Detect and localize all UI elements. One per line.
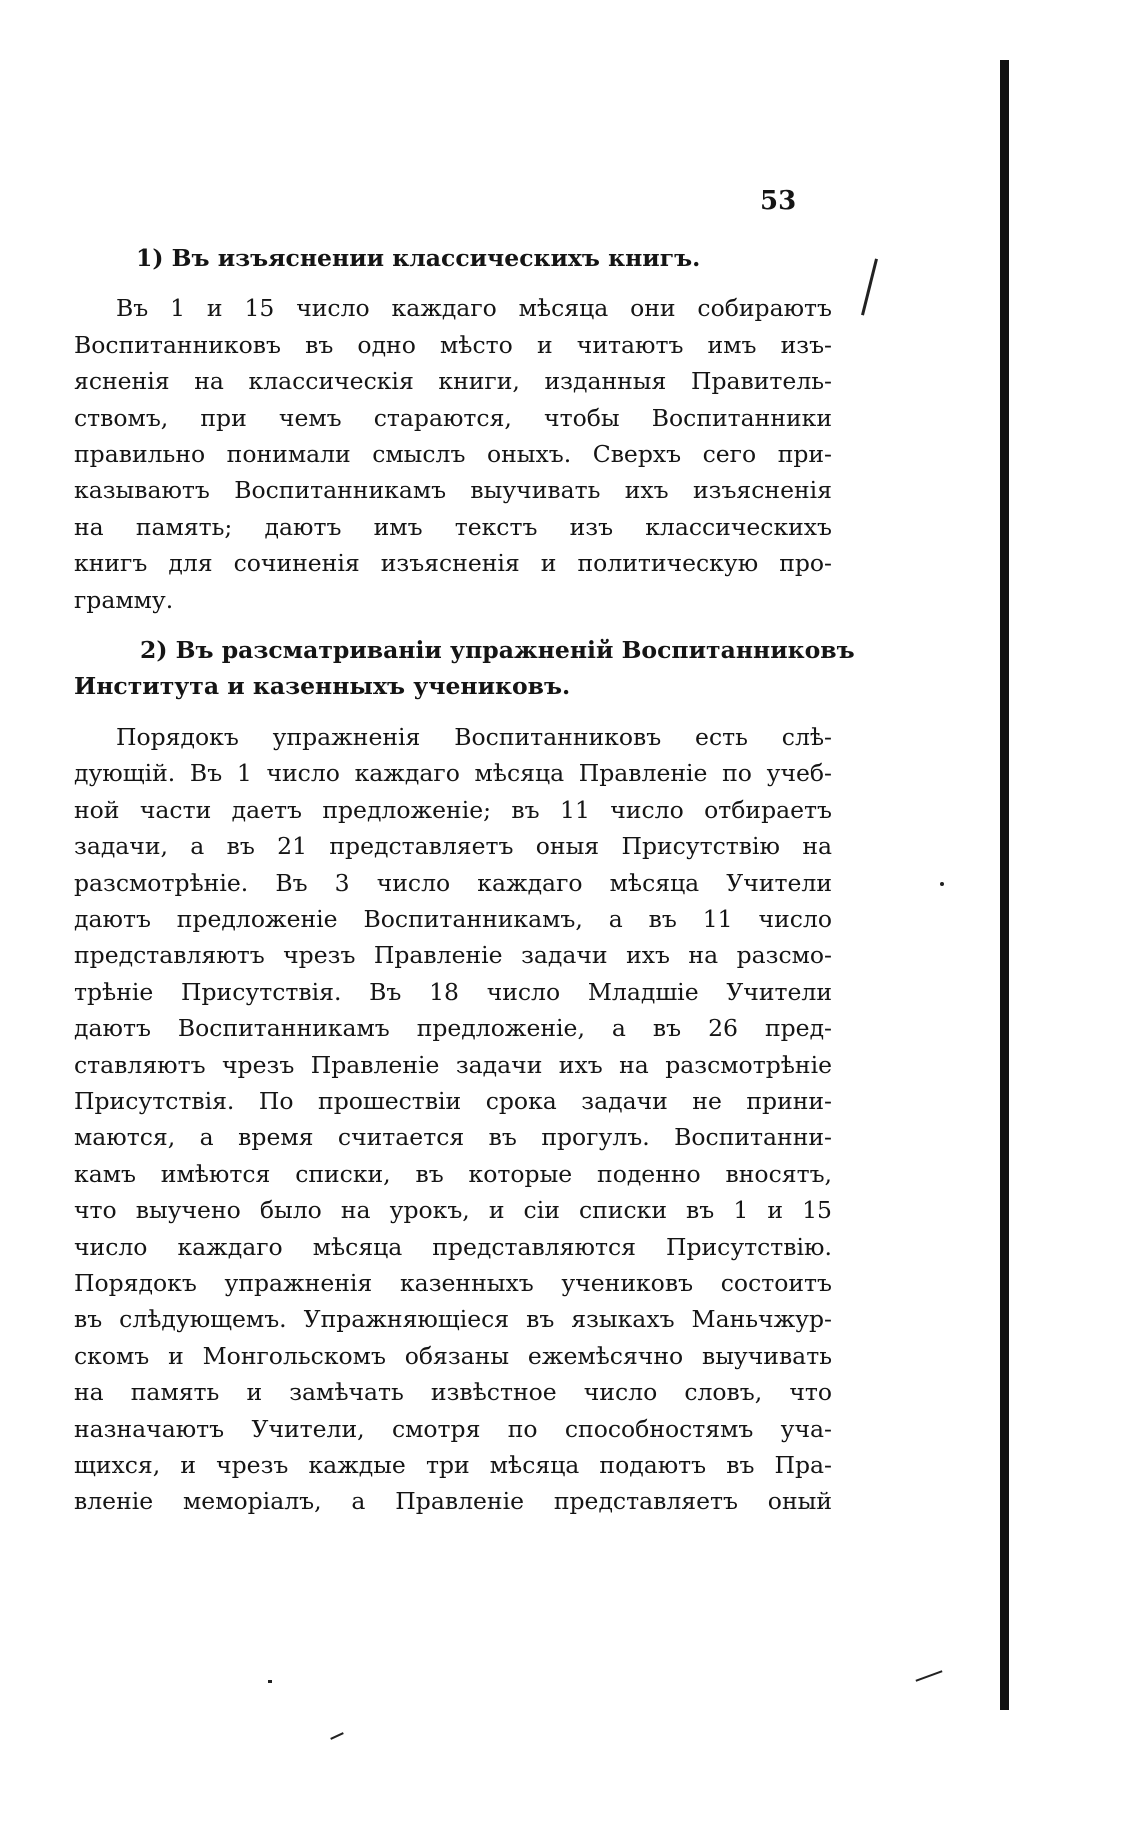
text-line: Присутствія. По прошествіи срока задачи не прини- xyxy=(74,1086,832,1115)
text-line: разсмотрѣніе. Въ 3 число каждаго мѣсяца Учители xyxy=(74,868,832,897)
page-edge-rule xyxy=(1000,60,1009,1710)
text-line: вленіе меморіалъ, а Правленіе представляетъ оный xyxy=(74,1487,832,1516)
text-line: правильно понимали смыслъ оныхъ. Сверхъ сего при- xyxy=(74,440,832,469)
text-line: число каждаго мѣсяца представляются Присутствію. xyxy=(74,1232,832,1261)
scan-mark xyxy=(330,1732,344,1740)
text-line: на память; даютъ имъ текстъ изъ классическихъ xyxy=(74,512,832,541)
text-line: грамму. xyxy=(74,585,174,614)
text-line: Порядокъ упражненія казенныхъ учениковъ состоитъ xyxy=(74,1268,832,1297)
scan-mark xyxy=(916,1670,943,1681)
text-line: скомъ и Монгольскомъ обязаны ежемѣсячно выучивать xyxy=(74,1341,832,1370)
text-line: на память и замѣчать извѣстное число словъ, что xyxy=(74,1378,832,1407)
scan-mark xyxy=(268,1680,272,1683)
text-line: ствомъ, при чемъ стараются, чтобы Воспитанники xyxy=(74,403,832,432)
scan-mark xyxy=(940,882,944,886)
text-line: щихся, и чрезъ каждые три мѣсяца подаютъ въ Пра- xyxy=(74,1451,832,1479)
text-line: книгъ для сочиненія изъясненія и политическую про- xyxy=(74,549,832,578)
text-line: трѣніе Присутствія. Въ 18 число Младшіе Учители xyxy=(74,977,832,1006)
text-line: представляютъ чрезъ Правленіе задачи ихъ на разсмо- xyxy=(74,941,832,970)
section-heading-2: 2) Въ разсматриваніи упражненій Воспитанниковъ xyxy=(140,636,855,665)
text-line: ставляютъ чрезъ Правленіе задачи ихъ на разсмотрѣніе xyxy=(74,1050,832,1079)
section-heading-2-cont: Института и казенныхъ учениковъ. xyxy=(74,672,571,701)
text-line: Въ 1 и 15 число каждаго мѣсяца они собираютъ xyxy=(116,294,832,323)
text-line: Порядокъ упражненія Воспитанниковъ есть слѣ- xyxy=(116,722,832,751)
text-line: въ слѣдующемъ. Упражняющіеся въ языкахъ Маньчжур- xyxy=(74,1305,832,1334)
spacer xyxy=(74,618,832,632)
page-text xyxy=(74,240,855,1520)
spacer xyxy=(74,705,832,719)
page-number: 53 xyxy=(760,186,797,216)
text-line: задачи, а въ 21 представляетъ оныя Присутствію на xyxy=(74,832,832,861)
text-line: назначаютъ Учители, смотря по способностямъ уча- xyxy=(74,1414,832,1443)
scan-mark xyxy=(861,258,878,315)
text-line: даютъ предложеніе Воспитанникамъ, а въ 11 число xyxy=(74,904,832,933)
text-line: Воспитанниковъ въ одно мѣсто и читаютъ имъ изъ- xyxy=(74,330,832,359)
text-line: ясненія на классическія книги, изданныя Правитель- xyxy=(74,367,832,396)
text-line: казываютъ Воспитанникамъ выучивать ихъ изъясненія xyxy=(74,476,832,505)
text-line: маются, а время считается въ прогулъ. Воспитанни- xyxy=(74,1123,832,1152)
spacer xyxy=(74,276,832,290)
text-line: камъ имѣются списки, въ которые поденно вносятъ, xyxy=(74,1159,832,1188)
text-line: ной части даетъ предложеніе; въ 11 число отбираетъ xyxy=(74,795,832,824)
text-line: даютъ Воспитанникамъ предложеніе, а въ 26 пред- xyxy=(74,1014,832,1043)
section-heading-1: 1) Въ изъяснении классическихъ книгъ. xyxy=(136,244,701,272)
text-line: что выучено было на урокъ, и сіи списки въ 1 и 15 xyxy=(74,1196,832,1225)
text-line: дующій. Въ 1 число каждаго мѣсяца Правленіе по учеб- xyxy=(74,759,832,788)
